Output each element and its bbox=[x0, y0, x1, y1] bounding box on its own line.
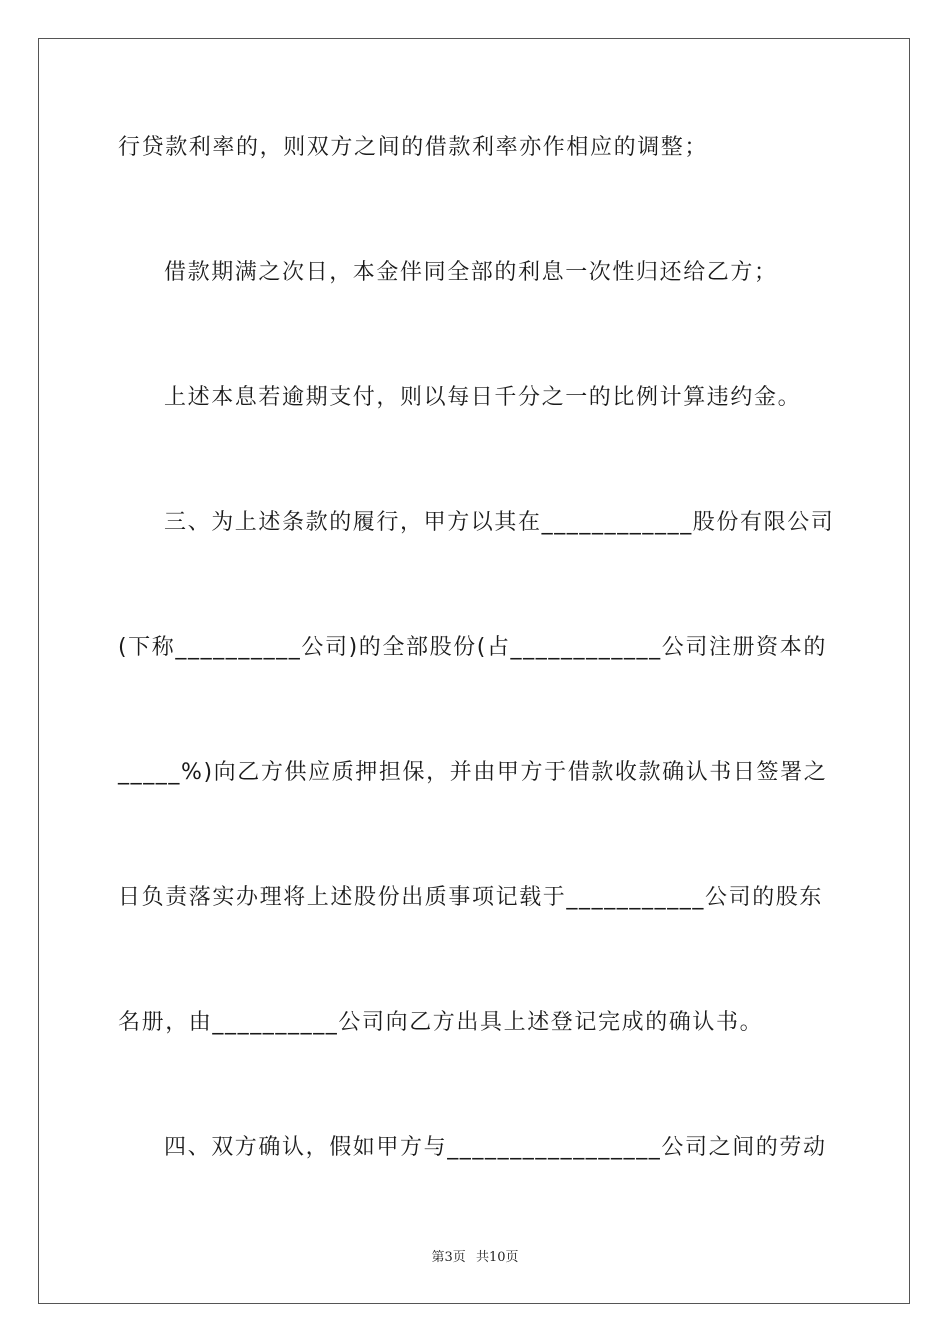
paragraph-line-4: 三、为上述条款的履行，甲方以其在____________股份有限公司 bbox=[164, 510, 835, 535]
page-total: 共10页 bbox=[475, 1250, 519, 1265]
page-footer bbox=[0, 1246, 950, 1265]
paragraph-line-5: (下称__________公司)的全部股份(占____________公司注册资本的 bbox=[118, 635, 827, 660]
paragraph-line-3: 上述本息若逾期支付，则以每日千分之一的比例计算违约金。 bbox=[164, 385, 802, 410]
paragraph-line-9: 四、双方确认，假如甲方与_________________公司之间的劳动 bbox=[164, 1135, 827, 1160]
page-number: 第3页 bbox=[431, 1250, 466, 1265]
paragraph-line-6: _____%)向乙方供应质押担保，并由甲方于借款收款确认书日签署之 bbox=[118, 760, 828, 785]
paragraph-line-2: 借款期满之次日，本金伴同全部的利息一次性归还给乙方； bbox=[164, 260, 778, 285]
paragraph-line-1: 行贷款利率的，则双方之间的借款利率亦作相应的调整； bbox=[118, 135, 709, 160]
page-border bbox=[38, 38, 910, 1304]
paragraph-line-7: 日负责落实办理将上述股份出质事项记载于___________公司的股东 bbox=[118, 885, 824, 910]
paragraph-line-8: 名册，由__________公司向乙方出具上述登记完成的确认书。 bbox=[118, 1010, 764, 1035]
